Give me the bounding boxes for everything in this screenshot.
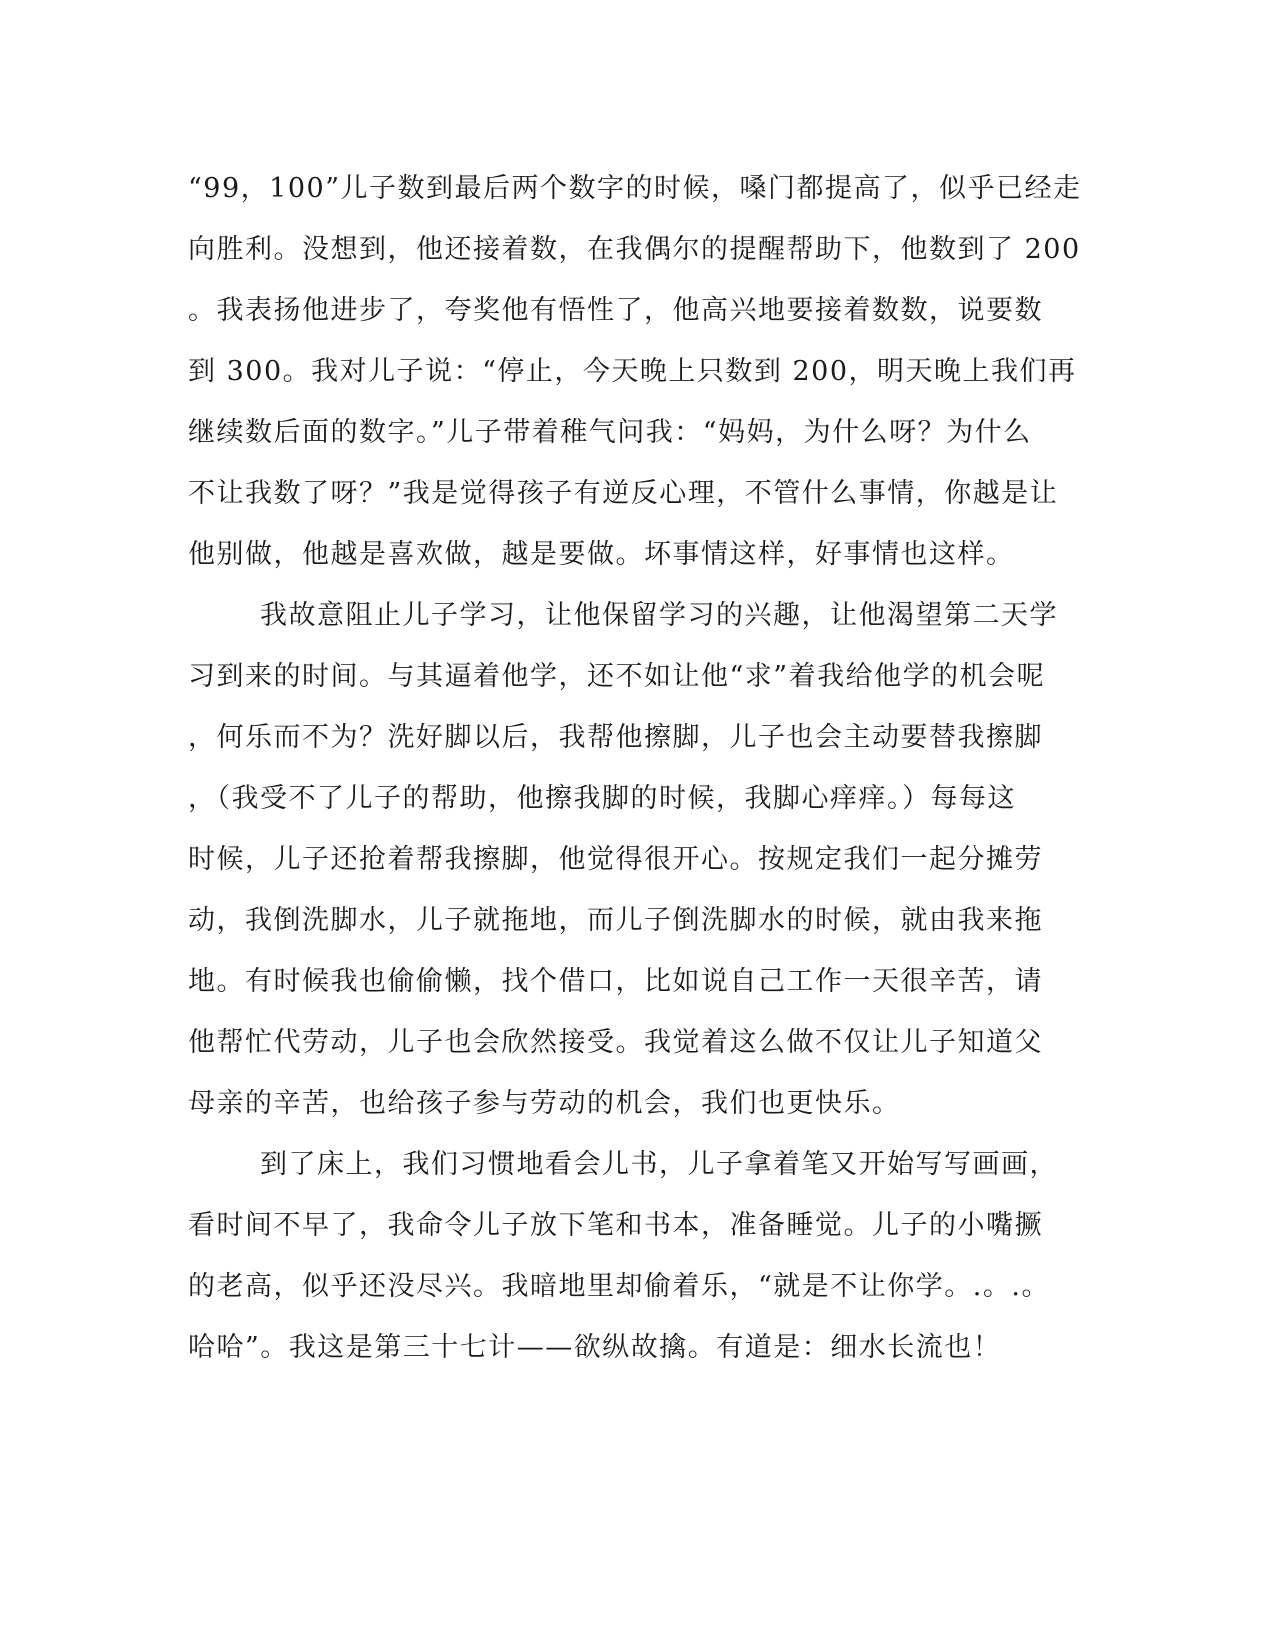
text-line: 向胜利。没想到，他还接着数，在我偶尔的提醒帮助下，他数到了 200 [188, 234, 1081, 265]
text-line: 他帮忙代劳动，儿子也会欣然接受。我觉着这么做不仅让儿子知道父 [188, 1027, 1043, 1058]
text-line: 哈哈”。我这是第三十七计——欲纵故擒。有道是：细水长流也！ [188, 1332, 1002, 1363]
text-line: 。我表扬他进步了，夸奖他有悟性了，他高兴地要接着数数，说要数 [188, 295, 1043, 326]
text-line: 不让我数了呀？”我是觉得孩子有逆反心理，不管什么事情，你越是让 [188, 478, 1059, 509]
paragraph-start-line: 我故意阻止儿子学习，让他保留学习的兴趣，让他渴望第二天学 [260, 600, 1058, 631]
text-line: ，（我受不了儿子的帮助，他擦我脚的时候，我脚心痒痒。）每每这 [188, 783, 1016, 814]
text-line: 到 300。我对儿子说：“停止，今天晚上只数到 200，明天晚上我们再 [188, 356, 1077, 387]
text-line: 继续数后面的数字。”儿子带着稚气问我：“妈妈，为什么呀？为什么 [188, 417, 1032, 448]
text-line: 时候，儿子还抢着帮我擦脚，他觉得很开心。按规定我们一起分摊劳 [188, 844, 1043, 875]
text-line: 习到来的时间。与其逼着他学，还不如让他“求”着我给他学的机会呢 [188, 661, 1046, 692]
text-line: 地。有时候我也偷偷懒，找个借口，比如说自己工作一天很辛苦，请 [188, 966, 1043, 997]
text-line: 动，我倒洗脚水，儿子就拖地，而儿子倒洗脚水的时候，就由我来拖 [188, 905, 1043, 936]
text-line: 他别做，他越是喜欢做，越是要做。坏事情这样，好事情也这样。 [188, 539, 1015, 570]
body-text [188, 158, 1082, 1378]
paragraph-start-line: 到了床上，我们习惯地看会儿书，儿子拿着笔又开始写写画画， [260, 1149, 1058, 1180]
text-line: “99，100”儿子数到最后两个数字的时候，嗓门都提高了，似乎已经走 [188, 173, 1082, 204]
text-line: ，何乐而不为？洗好脚以后，我帮他擦脚，儿子也会主动要替我擦脚 [188, 722, 1043, 753]
text-line: 的老高，似乎还没尽兴。我暗地里却偷着乐，“就是不让你学。.。.。 [188, 1271, 1050, 1302]
text-line: 母亲的辛苦，也给孩子参与劳动的机会，我们也更快乐。 [188, 1088, 901, 1119]
text-line: 看时间不早了，我命令儿子放下笔和书本，准备睡觉。儿子的小嘴撅 [188, 1210, 1043, 1241]
